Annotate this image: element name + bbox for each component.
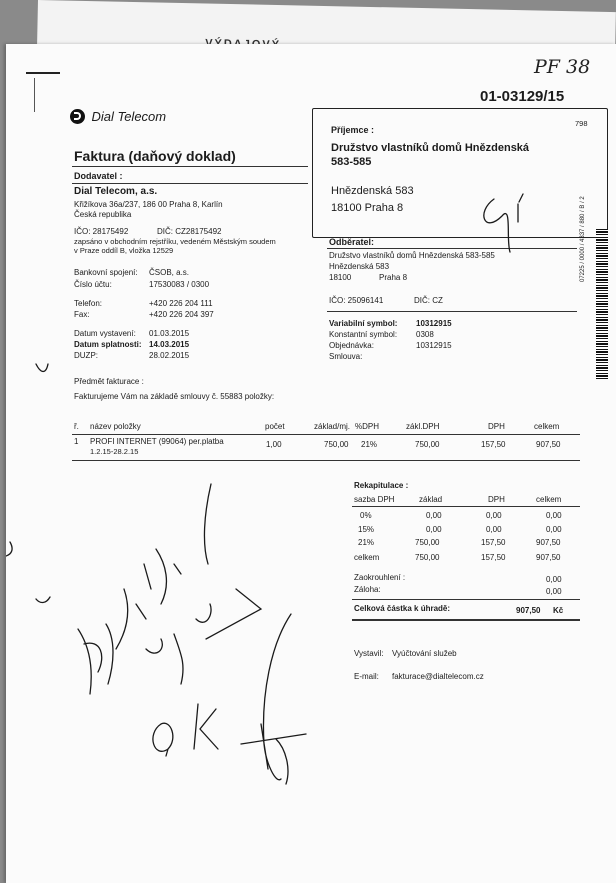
- customer-dic: DIČ: CZ: [414, 296, 443, 305]
- customer-name: Družstvo vlastníků domů Hnězdenská 583-585: [329, 251, 495, 260]
- issuer-label: Vystavil:: [354, 649, 384, 658]
- account-label: Číslo účtu:: [74, 280, 112, 289]
- recap-rate: 0%: [360, 511, 372, 520]
- constant-symbol-value: 0308: [416, 330, 434, 339]
- customer-street: Hnězdenská 583: [329, 262, 390, 271]
- recap-total: 907,50: [536, 538, 561, 547]
- recap-head-rate: sazba DPH: [354, 495, 395, 504]
- item-base: 750,00: [415, 440, 440, 449]
- due-label: Datum splatnosti:: [74, 340, 142, 349]
- issued-label: Datum vystavení:: [74, 329, 136, 338]
- handwritten-note: [78, 549, 181, 694]
- total-label: Celková částka k úhradě:: [354, 604, 451, 613]
- recap-rate: 21%: [358, 538, 375, 547]
- contract-label: Smlouva:: [329, 352, 363, 361]
- recipient-street: Hnězdenská 583: [331, 185, 414, 197]
- item-unit-base: 750,00: [324, 440, 349, 449]
- item-period: 1.2.15-28.2.15: [90, 447, 139, 456]
- total-value: 907,50: [516, 606, 541, 615]
- recipient-name-2: 583-585: [331, 156, 372, 168]
- recap-head-total: celkem: [536, 495, 562, 504]
- supplier-name: Dial Telecom, a.s.: [74, 186, 158, 197]
- total-currency: Kč: [553, 606, 564, 615]
- recap-rate: celkem: [354, 553, 380, 562]
- bank-value: ČSOB, a.s.: [149, 268, 190, 277]
- recap-heading: Rekapitulace :: [354, 481, 409, 490]
- invoice-number: 01-03129/15: [480, 88, 565, 105]
- item-name: PROFI INTERNET (99064) per.platba: [90, 437, 224, 446]
- recipient-city: 18100 Praha 8: [331, 202, 404, 214]
- recipient-heading: Příjemce :: [331, 125, 375, 135]
- handwritten-note-2: [146, 604, 211, 684]
- supplier-country: Česká republika: [74, 210, 132, 219]
- supplier-ico: IČO: 28175492: [74, 227, 129, 236]
- deposit-value: 0,00: [546, 587, 562, 596]
- recap-vat: 0,00: [486, 511, 502, 520]
- due-value: 14.03.2015: [149, 340, 190, 349]
- col-qty: počet: [265, 422, 285, 431]
- logo-text: Dial Telecom: [91, 109, 167, 125]
- variable-symbol-label: Variabilní symbol:: [329, 319, 398, 328]
- fax-value: +420 226 204 397: [149, 310, 214, 319]
- handwritten-annotations: [6, 44, 616, 883]
- recap-base: 0,00: [426, 511, 442, 520]
- item-vat: 157,50: [481, 440, 506, 449]
- invoice-page: [6, 44, 616, 883]
- issued-value: 01.03.2015: [149, 329, 190, 338]
- supplier-heading: Dodavatel :: [74, 171, 123, 181]
- document-title: Faktura (daňový doklad): [74, 148, 236, 164]
- duzp-value: 28.02.2015: [149, 351, 190, 360]
- recap-head-vat: DPH: [488, 495, 505, 504]
- phone-value: +420 226 204 111: [149, 299, 213, 308]
- col-name: název položky: [90, 422, 141, 431]
- recap-rate: 15%: [358, 525, 375, 534]
- col-vat-pct: %DPH: [355, 422, 380, 431]
- recipient-name-1: Družstvo vlastníků domů Hnězdenská: [331, 142, 530, 154]
- subject-text: Fakturujeme Vám na základě smlouvy č. 55883 položky:: [74, 392, 275, 401]
- item-qty: 1,00: [266, 440, 282, 449]
- recap-total: 907,50: [536, 553, 561, 562]
- recap-base: 0,00: [426, 525, 442, 534]
- constant-symbol-label: Konstantní symbol:: [329, 330, 398, 339]
- col-total: celkem: [534, 422, 560, 431]
- order-label: Objednávka:: [329, 341, 374, 350]
- recap-base: 750,00: [415, 538, 440, 547]
- supplier-register-1: zapsáno v obchodním rejstříku, vedeném Městským soudem: [74, 237, 276, 246]
- recipient-code: 798: [575, 119, 588, 128]
- bank-label: Bankovní spojení:: [74, 268, 138, 277]
- supplier-dic: DIČ: CZ28175492: [157, 227, 222, 236]
- customer-ico: IČO: 25096141: [329, 296, 384, 305]
- customer-zip: 18100: [329, 273, 352, 282]
- recipient-signature: [484, 194, 523, 252]
- rounding-value: 0,00: [546, 575, 562, 584]
- item-total: 907,50: [536, 440, 561, 449]
- fax-label: Fax:: [74, 310, 90, 319]
- recap-vat: 157,50: [481, 538, 506, 547]
- recap-vat: 157,50: [481, 553, 506, 562]
- order-value: 10312915: [416, 341, 452, 350]
- recap-total: 0,00: [546, 511, 562, 520]
- margin-mark: [6, 364, 50, 603]
- initials-o: [153, 723, 173, 756]
- account-value: 17530083 / 0300: [149, 280, 210, 289]
- subject-label: Předmět fakturace :: [74, 377, 144, 386]
- barcode-text: 07225 / 0000 / 4337 / 880 / B / 2: [580, 196, 586, 282]
- item-no: 1: [74, 437, 79, 446]
- issuer-signature: [241, 614, 306, 784]
- customer-city: Praha 8: [379, 273, 408, 282]
- handwritten-arrow: [204, 484, 261, 639]
- email-value: fakturace@dialtelecom.cz: [392, 672, 484, 681]
- initials-k: [194, 704, 218, 749]
- variable-symbol-value: 10312915: [416, 319, 452, 328]
- deposit-label: Záloha:: [354, 585, 381, 594]
- recap-base: 750,00: [415, 553, 440, 562]
- col-unit-base: základ/mj.: [314, 422, 351, 431]
- col-vat: DPH: [488, 422, 505, 431]
- col-base: zákl.DPH: [406, 422, 440, 431]
- col-no: ř.: [74, 422, 79, 431]
- supplier-address: Křižíkova 36a/237, 186 00 Praha 8, Karlín: [74, 200, 223, 209]
- recap-vat: 0,00: [486, 525, 502, 534]
- recap-head-base: základ: [419, 495, 443, 504]
- phone-label: Telefon:: [74, 299, 103, 308]
- email-label: E-mail:: [354, 672, 379, 681]
- item-vat-pct: 21%: [361, 440, 378, 449]
- recap-total: 0,00: [546, 525, 562, 534]
- corner-note: PF 38: [534, 56, 591, 78]
- issuer-value: Vyúčtování služeb: [392, 649, 457, 658]
- supplier-register-2: v Praze oddíl B, vložka 12529: [74, 246, 174, 255]
- duzp-label: DUZP:: [74, 351, 98, 360]
- rounding-label: Zaokrouhlení :: [354, 573, 406, 582]
- customer-heading: Odběratel:: [329, 237, 375, 247]
